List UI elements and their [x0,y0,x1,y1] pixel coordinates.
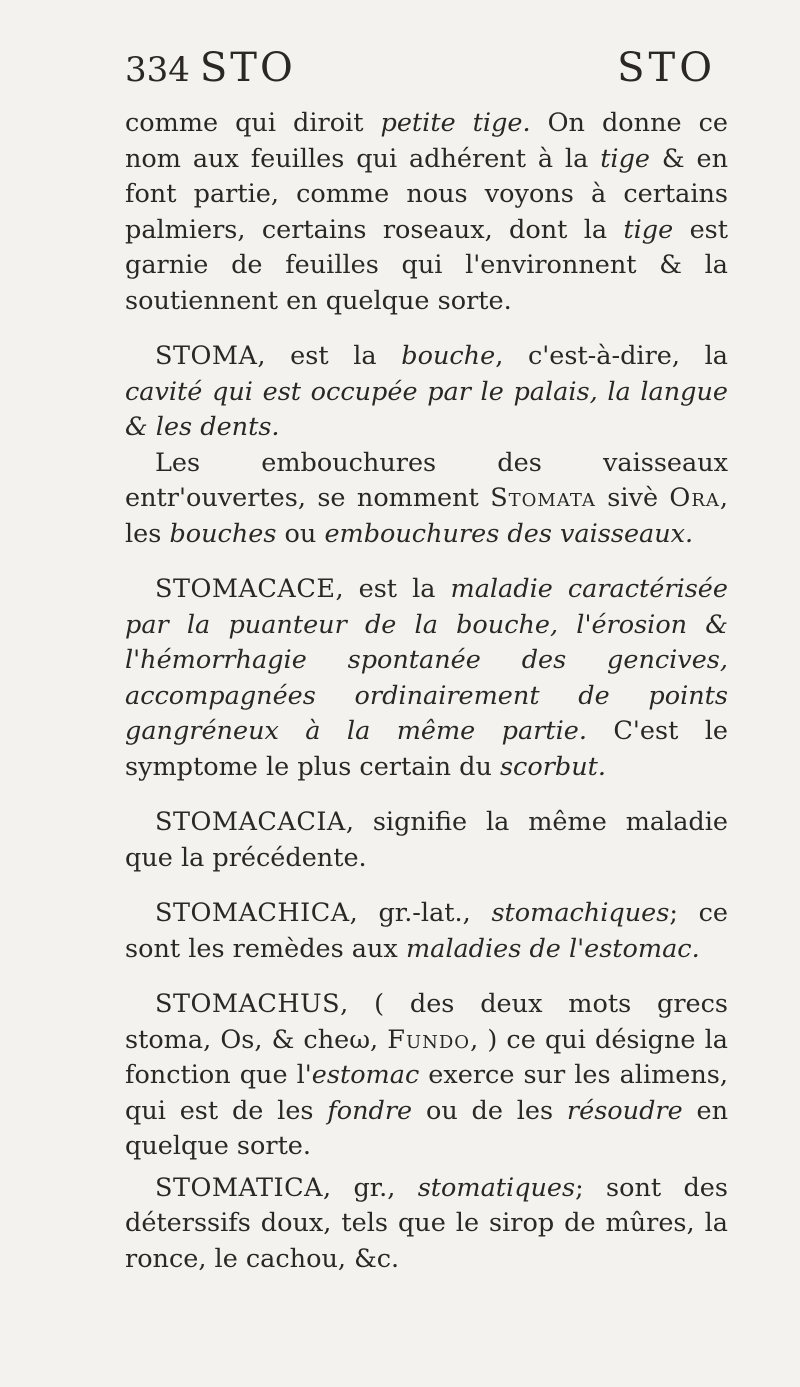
entry-stomachica: STOMACHICA, gr.-lat., stomachiques; ce sont les remèdes aux maladies de l'estomac. [125,898,728,964]
left-running-head: STO [199,45,296,91]
entry-stomacacia: STOMACACIA, signifie la même maladie que la précédente. [125,807,728,873]
right-running-head: STO [617,45,716,91]
headword: STOMATICA [155,1172,324,1203]
entry-stoma-subparagraph: Les embouchures des vaisseaux entr'ouvertes, se nomment Stomata sivè Ora, les bouches ou embouchures des vaisseaux. [125,447,728,549]
page-body [125,106,728,1277]
headword: STOMACACE [155,574,336,604]
headword: STOMACHICA [155,898,350,928]
page-number: 334 [125,50,190,90]
entry-stomatica: STOMATICA, gr., stomatiques; sont des déterssifs doux, tels que le sirop de mûres, la ronce, le cachou, &c. [125,1172,728,1274]
entry-tige-continuation: comme qui diroit petite tige. On donne ce nom aux feuilles qui adhérent à la tige & en font partie, comme nous voyons à certains palmiers, certains roseaux, dont la tige est garnie de feuilles qui l'environnent & la soutiennent en quelque sorte. [125,108,728,316]
headword: STOMACACIA [155,807,346,837]
headword: STOMA [155,341,258,371]
entry-stoma: STOMA, est la bouche, c'est-à-dire, la cavité qui est occupée par le palais, la langue & les dents. [125,341,728,442]
running-header [125,45,728,100]
entry-stomachus: STOMACHUS, ( des deux mots grecs stoma, Os, & cheω, Fundo, ) ce qui désigne la fonction que l'estomac exerce sur les alimens, qui est de les fondre ou de les résoudre en quelque sorte. [125,989,728,1161]
entry-stomacace: STOMACACE, est la maladie caractérisée par la puanteur de la bouche, l'érosion & l'hémorrhagie spontanée des gencives, accompagnées ordinairement de points gangréneux à la même partie. C'est le symptome le plus certain du scorbut. [125,574,728,782]
headword: STOMACHUS [155,989,341,1019]
